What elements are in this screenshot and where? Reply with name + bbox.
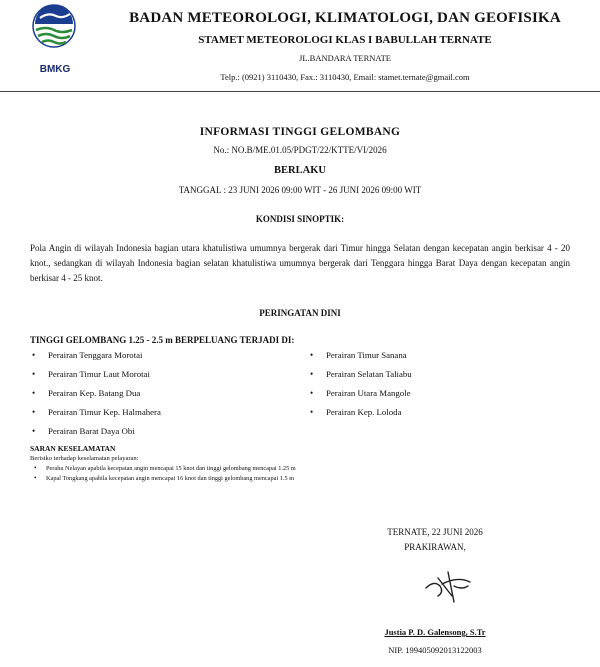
safety-list [30,464,296,484]
signer-nip: NIP. 199405092013122003 [388,645,482,655]
list-item: • Perairan Kep. Loloda [308,407,578,426]
valid-label: BERLAKU [274,165,326,176]
wave-height-heading: TINGGI GELOMBANG 1.25 - 2.5 m BERPELUANG TERJADI DI: [30,335,295,345]
station-name: STAMET METEOROLOGI KLAS I BABULLAH TERNATE [198,34,492,46]
list-item: • Perairan Timur Sanana [308,350,578,369]
list-item: • Perairan Barat Daya Obi [30,426,300,445]
early-warning-heading: PERINGATAN DINI [259,308,341,318]
document-title: INFORMASI TINGGI GELOMBANG [199,126,401,138]
document-number: No.: NO.B/ME.01.05/PDGT/22/KTTE/VI/2026 [213,145,387,155]
list-item: • Perairan Timur Laut Morotai [30,369,300,388]
list-item: • Perairan Selatan Taliabu [308,369,578,388]
bmkg-logo-icon [28,4,80,64]
signer-name: Justia P. D. Galensong, S.Tr [384,627,486,637]
waters-list-right [308,350,578,426]
list-item: • Perairan Kep. Batang Dua [30,388,300,407]
list-item: • Perairan Timur Kep. Halmahera [30,407,300,426]
synoptic-paragraph: Pola Angin di wilayah Indonesia bagian utara khatulistiwa umumnya bergerak dari Timur hingga Selatan dengan kecepatan angin berkisar 4 - 20 knot., sedangkan di wilayah Indonesia bagian selatan khatulistiwa umumnya bergerak dari Tenggara hingga Barat Daya dengan kecepatan angin berkisar 4 - 25 knot. [30,243,570,283]
synoptic-heading: KONDISI SINOPTIK: [255,214,345,224]
list-item: • Perairan Utara Mangole [308,388,578,407]
logo-text: BMKG [39,64,71,75]
list-item: • Perairan Tenggara Morotai [30,350,300,369]
safety-heading: SARAN KESELAMATAN [30,444,116,453]
safety-intro: Berisiko terhadap keselamatan pelayaran: [30,455,139,462]
station-address: JL.BANDARA TERNATE [299,53,391,63]
letterhead [0,0,600,92]
waters-list-left [30,350,300,445]
signer-role: PRAKIRAWAN, [404,542,466,552]
list-item: • Kapal Tongkang apabila kecepatan angin mencapai 16 knot dan tinggi gelombang mencapai 1.5 m [30,474,296,484]
list-item: • Perahu Nelayan apabila kecepatan angin mencapai 15 knot dan tinggi gelombang mencapai 1.25 m [30,464,296,474]
validity-date-range: TANGGAL : 23 JUNI 2026 09:00 WIT - 26 JUNI 2026 09:00 WIT [178,185,422,195]
organization-name: BADAN METEOROLOGI, KLIMATOLOGI, DAN GEOFISIKA [129,10,561,26]
station-contact: Telp.: (0921) 3110430, Fax.: 3110430, Email: stamet.ternate@gmail.com [220,72,470,82]
place-date: TERNATE, 22 JUNI 2026 [387,527,483,537]
signature-icon [418,566,478,606]
